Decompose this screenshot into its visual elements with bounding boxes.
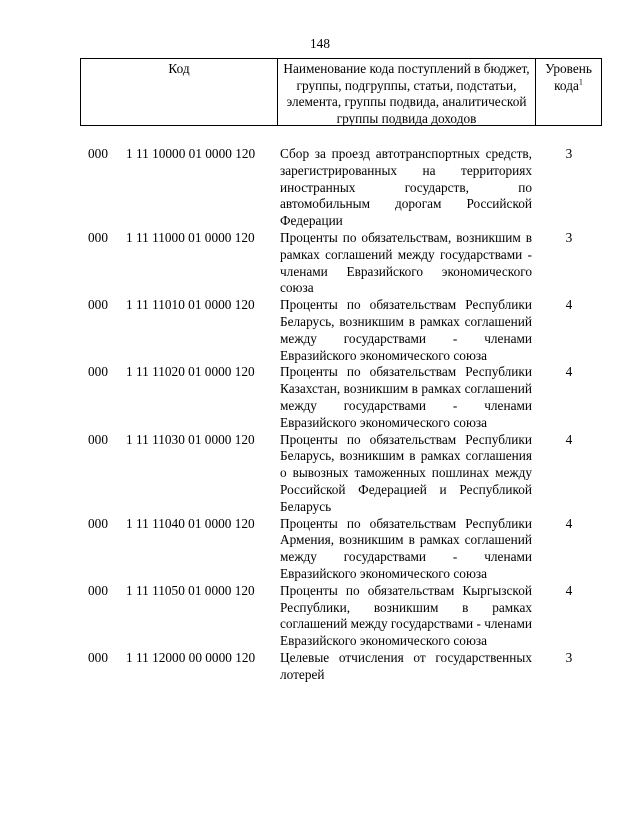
row-admin-code: 000 xyxy=(88,515,108,531)
table-row xyxy=(80,650,602,684)
row-name: Сбор за проезд автотранспортных средств, зарегистрированных на территориях иностранных государств, по автомобильным дорогам Российской Федерации xyxy=(280,146,532,229)
row-level: 4 xyxy=(565,297,573,313)
row-income-code: 1 11 12000 00 0000 120 xyxy=(126,649,256,665)
row-name: Проценты по обязательствам Республики Беларусь, возникшим в рамках соглашения о вывозных таможенных пошлинах между Российской Федерацией и Республикой Беларусь xyxy=(280,431,532,514)
row-name: Целевые отчисления от государственных лотерей xyxy=(280,649,532,682)
row-name: Проценты по обязательствам, возникшим в рамках соглашений между государствами - членами Евразийского экономического союза xyxy=(280,229,532,296)
row-admin-code: 000 xyxy=(88,297,108,313)
page-number: 148 xyxy=(310,36,330,51)
row-income-code: 1 11 11050 01 0000 120 xyxy=(126,582,255,598)
header-code-cell xyxy=(81,59,278,125)
row-level: 3 xyxy=(565,649,573,665)
row-income-code: 1 11 11010 01 0000 120 xyxy=(126,297,255,313)
table-row xyxy=(80,516,602,583)
row-name: Проценты по обязательствам Республики Беларусь, возникшим в рамках соглашений между государствами - членами Евразийского экономического союза xyxy=(280,297,532,363)
row-admin-code: 000 xyxy=(88,649,108,665)
table-row xyxy=(80,297,602,364)
row-admin-code: 000 xyxy=(88,582,108,598)
table-row xyxy=(80,364,602,431)
header-name-cell xyxy=(278,59,536,125)
row-level: 4 xyxy=(565,431,573,447)
row-admin-code: 000 xyxy=(88,431,108,447)
row-name: Проценты по обязательствам Кыргызской Республики, возникшим в рамках соглашений между государствами - членами Евразийского экономического союза xyxy=(280,582,532,649)
row-level: 4 xyxy=(565,515,573,531)
header-code-label: Код xyxy=(168,61,190,76)
row-level: 3 xyxy=(565,146,573,161)
row-admin-code: 000 xyxy=(88,146,108,161)
row-admin-code: 000 xyxy=(88,229,108,245)
table-header xyxy=(80,58,602,126)
row-income-code: 1 11 11030 01 0000 120 xyxy=(126,431,255,447)
table-body xyxy=(80,146,602,684)
row-name: Проценты по обязательствам Республики Армения, возникшим в рамках соглашений между государствами - членами Евразийского экономического союза xyxy=(280,515,532,581)
table-row xyxy=(80,146,602,230)
table-row xyxy=(80,583,602,650)
row-income-code: 1 11 11000 01 0000 120 xyxy=(126,229,255,245)
row-level: 4 xyxy=(565,364,573,380)
row-level: 3 xyxy=(565,229,573,245)
header-level-cell xyxy=(536,59,601,125)
row-level: 4 xyxy=(565,582,573,598)
row-admin-code: 000 xyxy=(88,364,108,380)
row-income-code: 1 11 11020 01 0000 120 xyxy=(126,364,255,380)
table-row xyxy=(80,432,602,516)
row-income-code: 1 11 11040 01 0000 120 xyxy=(126,515,255,531)
header-name-label: Наименование кода поступлений в бюджет, группы, подгруппы, статьи, подстатьи, элемента, группы подвида, аналитической группы подвида доходов xyxy=(283,61,530,126)
row-name: Проценты по обязательствам Республики Казахстан, возникшим в рамках соглашений между государствами - членами Евразийского экономического союза xyxy=(280,364,532,430)
table-row xyxy=(80,230,602,297)
header-level-label: Уровень кода xyxy=(545,61,592,93)
row-income-code: 1 11 10000 01 0000 120 xyxy=(126,146,256,161)
header-level-footnote: 1 xyxy=(578,77,583,87)
